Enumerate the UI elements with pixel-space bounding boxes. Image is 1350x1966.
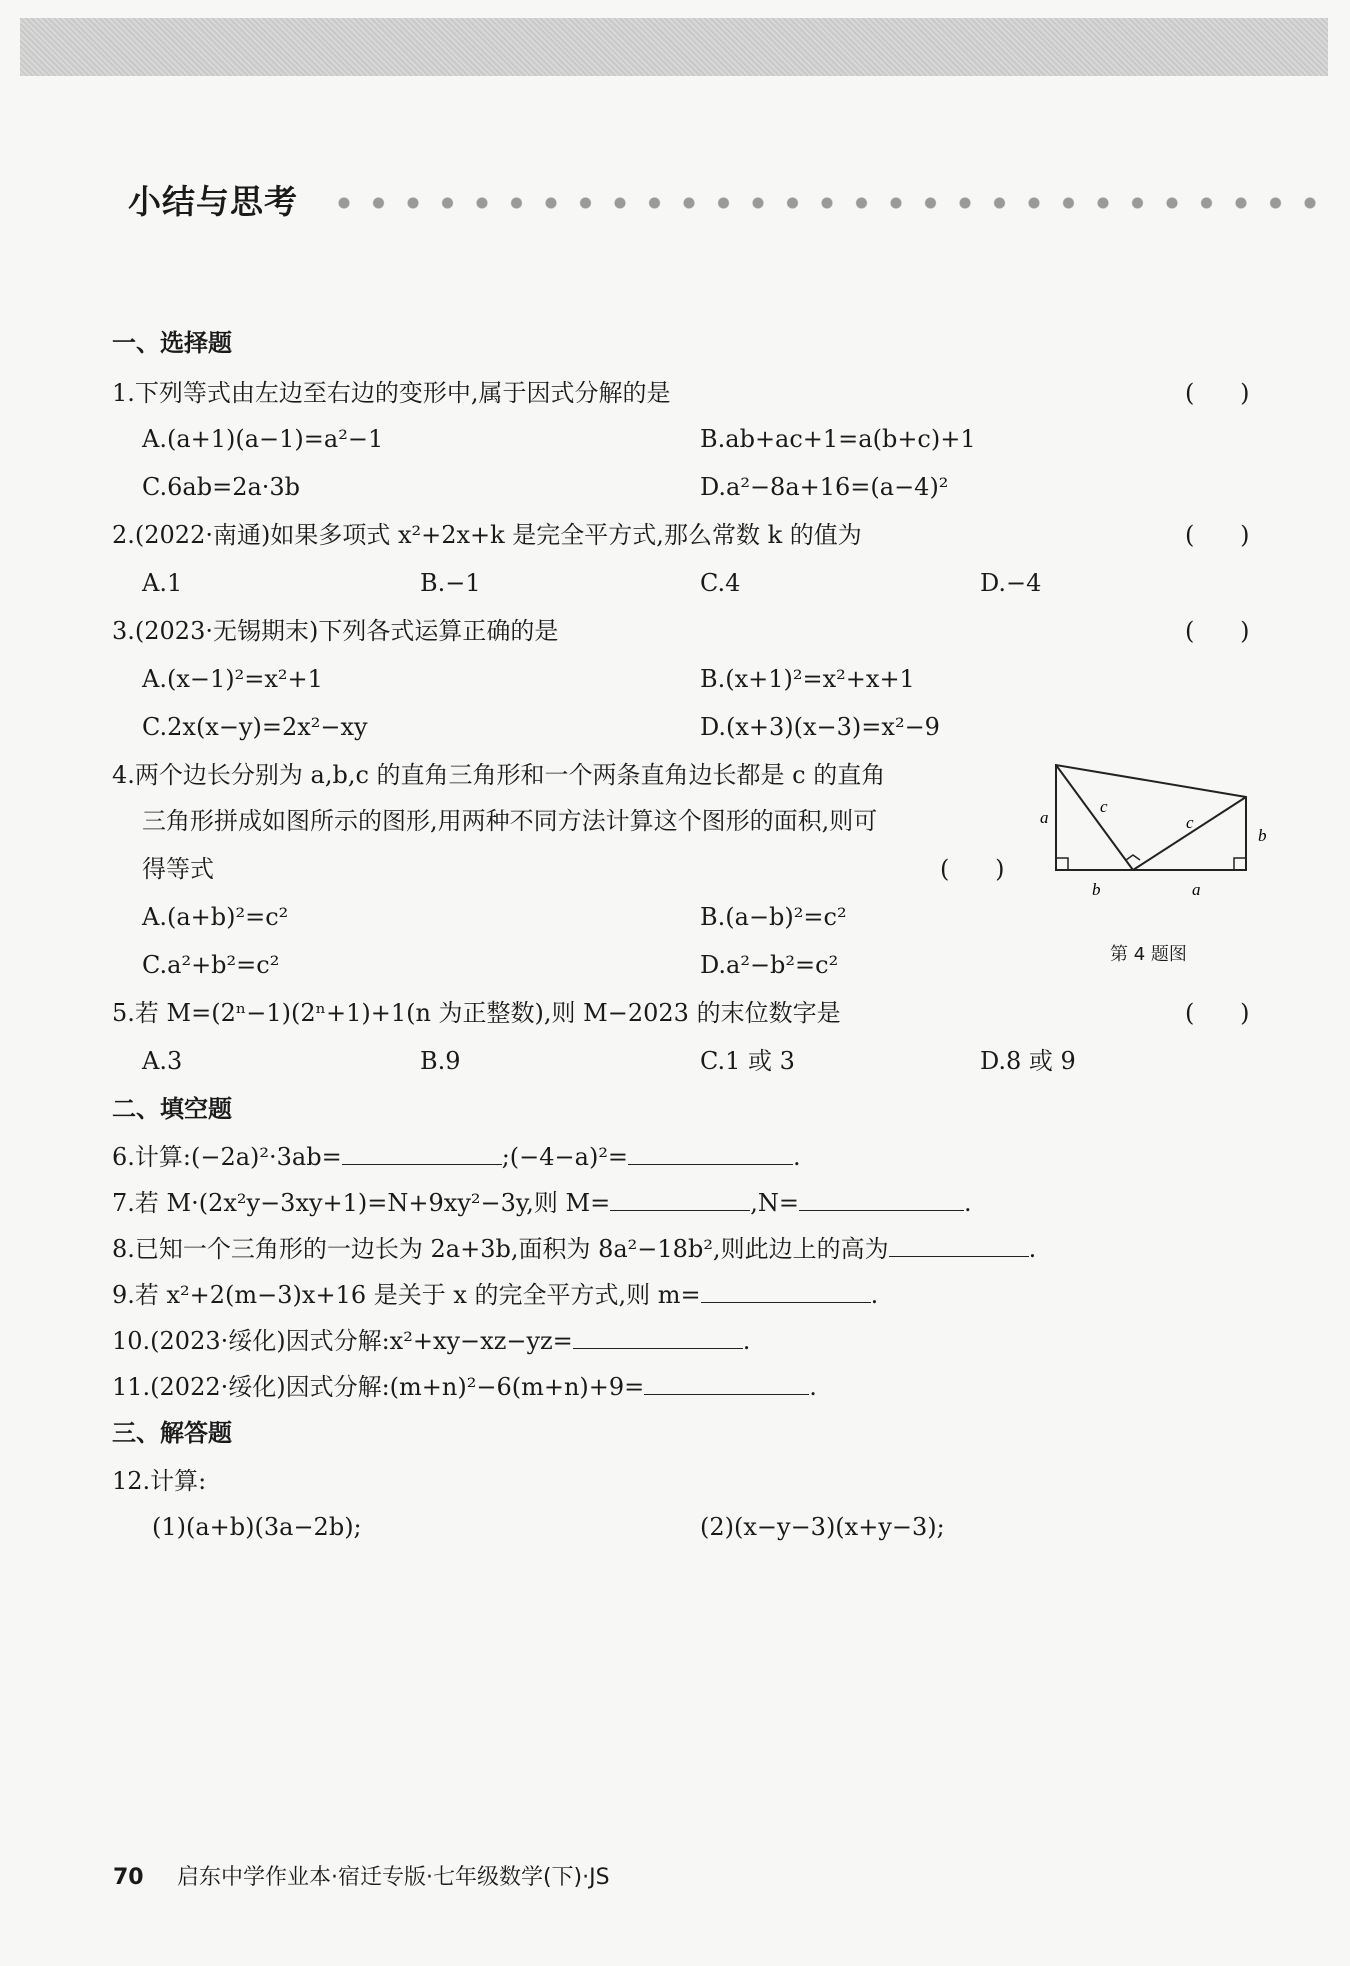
q8-line	[112, 1234, 1036, 1264]
q4-label-left: a	[1040, 808, 1049, 827]
q2-option-a: A.1	[142, 569, 183, 597]
q8-part1: 8.已知一个三角形的一边长为 2a+3b,面积为 8a²−18b²,则此边上的高为	[112, 1235, 889, 1263]
q8-blank[interactable]	[889, 1234, 1029, 1257]
page-number: 70	[113, 1865, 144, 1890]
q3-answer-paren: ( )	[1185, 617, 1250, 645]
q3-option-d: D.(x+3)(x−3)=x²−9	[700, 713, 940, 741]
q6-line	[112, 1142, 801, 1172]
q1-option-a: A.(a+1)(a−1)=a²−1	[142, 425, 384, 453]
q4-outer-trapezoid	[1056, 765, 1246, 870]
q2-option-d: D.−4	[980, 569, 1042, 597]
q4-hypotenuse-left	[1056, 765, 1133, 870]
q9-line	[112, 1280, 878, 1310]
q6-end: .	[793, 1143, 801, 1171]
q4-option-a: A.(a+b)²=c²	[142, 903, 289, 931]
q10-part1: 10.(2023·绥化)因式分解:x²+xy−xz−yz=	[112, 1327, 573, 1355]
q12-part2: (2)(x−y−3)(x+y−3);	[700, 1513, 945, 1541]
q3-stem: 3.(2023·无锡期末)下列各式运算正确的是	[112, 617, 559, 645]
section-heading-answer: 三、解答题	[112, 1419, 232, 1447]
q5-option-c: C.1 或 3	[700, 1047, 795, 1075]
q5-option-d: D.8 或 9	[980, 1047, 1076, 1075]
q5-answer-paren: ( )	[1185, 999, 1250, 1027]
q12-stem: 12.计算:	[112, 1467, 207, 1495]
q4-label-hyp1: c	[1100, 797, 1108, 816]
q4-label-bottom-right: a	[1192, 880, 1201, 899]
q2-option-c: C.4	[700, 569, 741, 597]
q3-option-a: A.(x−1)²=x²+1	[142, 665, 323, 693]
q2-stem: 2.(2022·南通)如果多项式 x²+2x+k 是完全平方式,那么常数 k 的值为	[112, 521, 862, 549]
q1-option-d: D.a²−8a+16=(a−4)²	[700, 473, 949, 501]
q1-option-c: C.6ab=2a·3b	[142, 473, 301, 501]
q6-part1: 6.计算:(−2a)²·3ab=	[112, 1143, 342, 1171]
q4-trapezoid-figure	[1030, 755, 1280, 905]
q4-right-angle-left	[1056, 858, 1068, 870]
q9-blank[interactable]	[701, 1280, 871, 1303]
q4-stem-line1: 4.两个边长分别为 a,b,c 的直角三角形和一个两条直角边长都是 c 的直角	[112, 761, 886, 789]
q11-blank[interactable]	[644, 1372, 809, 1395]
section-heading-fill: 二、填空题	[112, 1095, 232, 1123]
q11-part1: 11.(2022·绥化)因式分解:(m+n)²−6(m+n)+9=	[112, 1373, 645, 1401]
q8-end: .	[1028, 1235, 1037, 1263]
q6-blank2[interactable]	[628, 1142, 793, 1165]
q1-option-b: B.ab+ac+1=a(b+c)+1	[700, 425, 976, 453]
q3-option-b: B.(x+1)²=x²+x+1	[700, 665, 915, 693]
page-footer	[113, 1860, 610, 1891]
q2-answer-paren: ( )	[1185, 521, 1250, 549]
q4-hypotenuse-right	[1133, 797, 1246, 870]
q10-blank[interactable]	[573, 1326, 743, 1349]
q11-line	[112, 1372, 817, 1402]
q4-figure-caption: 第 4 题图	[1110, 944, 1187, 965]
q7-line	[112, 1188, 972, 1218]
q7-part1: 7.若 M·(2x²y−3xy+1)=N+9xy²−3y,则 M=	[112, 1189, 611, 1217]
page-title: 小结与思考	[128, 182, 298, 221]
q1-answer-paren: ( )	[1185, 379, 1250, 407]
q4-label-hyp2: c	[1186, 813, 1194, 832]
q9-end: .	[870, 1281, 879, 1309]
q4-option-c: C.a²+b²=c²	[142, 951, 280, 979]
q2-option-b: B.−1	[420, 569, 481, 597]
q6-part2: ;(−4−a)²=	[501, 1143, 629, 1171]
q4-label-right: b	[1258, 826, 1267, 845]
q1-stem: 1.下列等式由左边至右边的变形中,属于因式分解的是	[112, 379, 671, 407]
q10-line	[112, 1326, 750, 1356]
q7-part2: ,N=	[750, 1189, 799, 1217]
q10-end: .	[742, 1327, 751, 1355]
q4-option-b: B.(a−b)²=c²	[700, 903, 847, 931]
q3-option-c: C.2x(x−y)=2x²−xy	[142, 713, 368, 741]
q4-right-angle-middle	[1126, 855, 1140, 860]
q7-blank-m[interactable]	[610, 1188, 750, 1211]
q7-end: .	[963, 1189, 972, 1217]
q4-option-d: D.a²−b²=c²	[700, 951, 839, 979]
q5-stem: 5.若 M=(2ⁿ−1)(2ⁿ+1)+1(n 为正整数),则 M−2023 的末位数字是	[112, 999, 841, 1027]
q12-part1: (1)(a+b)(3a−2b);	[152, 1513, 362, 1541]
header-band	[20, 18, 1328, 76]
footer-book-title: 启东中学作业本·宿迁专版·七年级数学(下)·JS	[176, 1865, 610, 1890]
q6-blank1[interactable]	[342, 1142, 502, 1165]
q9-part1: 9.若 x²+2(m−3)x+16 是关于 x 的完全平方式,则 m=	[112, 1281, 701, 1309]
q4-label-bottom-left: b	[1092, 880, 1101, 899]
q5-option-a: A.3	[142, 1047, 183, 1075]
q4-right-angle-right	[1234, 858, 1246, 870]
q4-stem-line3: 得等式	[142, 855, 214, 883]
q5-option-b: B.9	[420, 1047, 461, 1075]
q7-blank-n[interactable]	[799, 1188, 964, 1211]
q4-answer-paren: ( )	[940, 855, 1005, 883]
section-heading-choice: 一、选择题	[112, 329, 232, 357]
q11-end: .	[809, 1373, 817, 1401]
q4-stem-line2: 三角形拼成如图所示的图形,用两种不同方法计算这个图形的面积,则可	[142, 807, 878, 835]
title-dot-rule	[337, 195, 1327, 211]
